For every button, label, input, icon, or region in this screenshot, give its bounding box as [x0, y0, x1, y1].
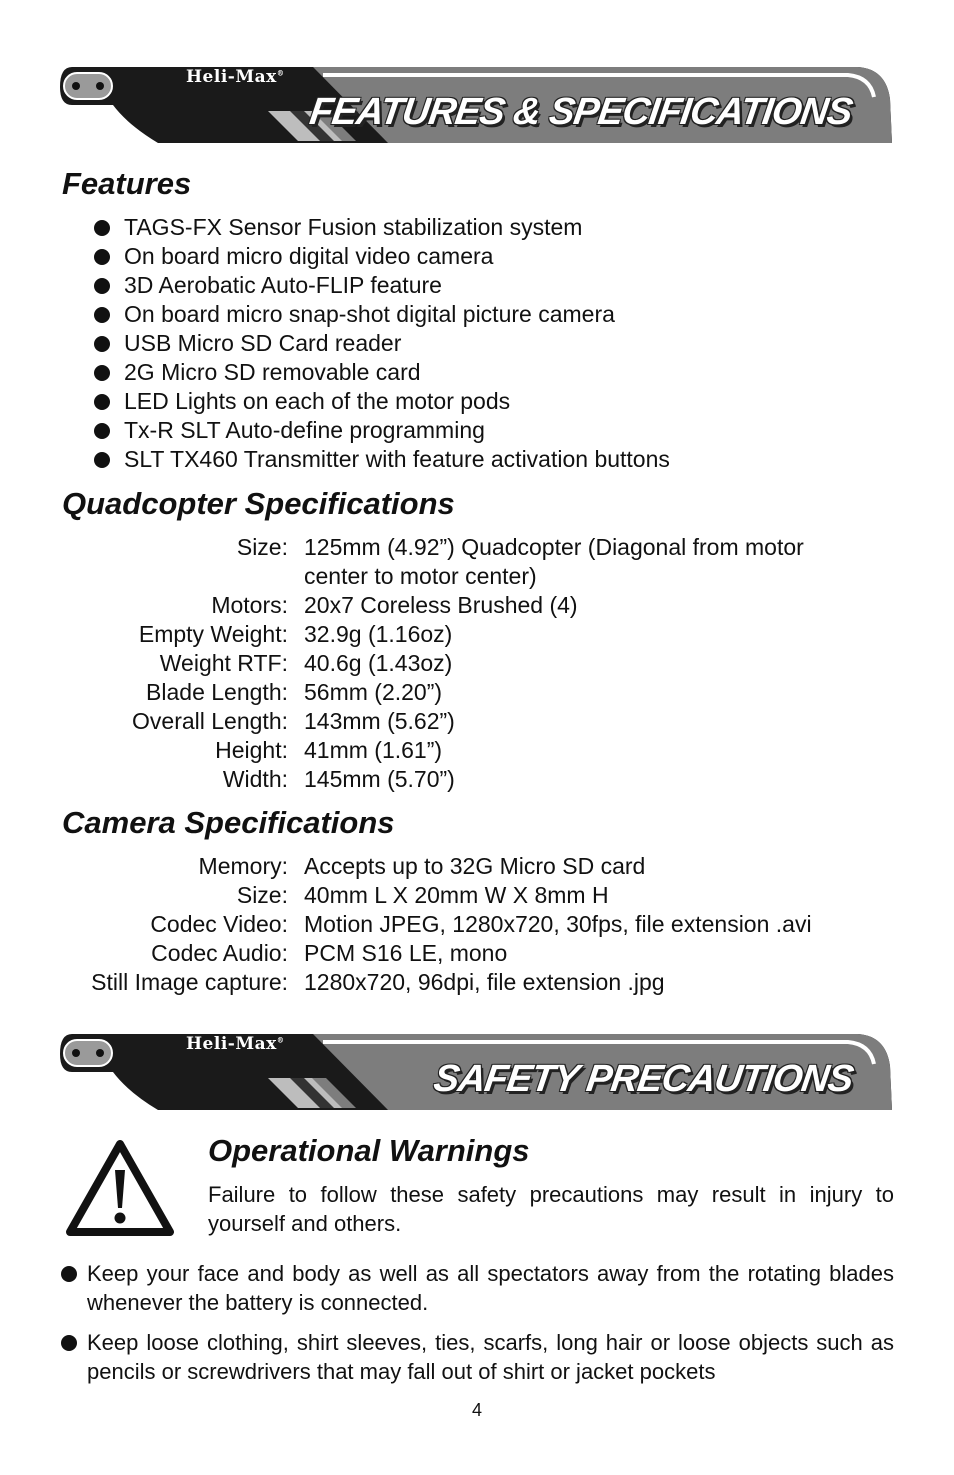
spec-row: Height: 41mm (1.61”) [215, 737, 443, 763]
page-number: 4 [471, 1400, 482, 1420]
spec-row: Size: 125mm (4.92”) Quadcopter (Diagonal from motor center to motor center) [236, 534, 804, 589]
list-item: 2G Micro SD removable card [94, 358, 670, 387]
camera-specs-heading: Camera Specifications [62, 805, 395, 840]
list-item: 3D Aerobatic Auto-FLIP feature [94, 271, 670, 300]
spec-row: Overall Length: 143mm (5.62”) [132, 708, 455, 734]
list-item: Tx-R SLT Auto-define programming [94, 416, 670, 445]
warnings-intro: Failure to follow these safety precautions may result in injury to yourself and others. [208, 1182, 894, 1236]
bullet-icon [94, 220, 110, 236]
list-item: SLT TX460 Transmitter with feature activation buttons [94, 445, 670, 474]
bullet-icon [94, 336, 110, 352]
spec-row: Width: 145mm (5.70”) [222, 766, 455, 792]
features-list [94, 213, 670, 474]
spec-row: Motors: 20x7 Coreless Brushed (4) [211, 592, 578, 618]
operational-warnings-heading: Operational Warnings [208, 1133, 530, 1168]
bullet-icon [94, 365, 110, 381]
quad-specs-heading: Quadcopter Specifications [62, 486, 455, 521]
bullet-icon [94, 278, 110, 294]
camera-specs-table [0, 852, 864, 997]
safety-banner-title: SAFETY PRECAUTIONS [430, 1058, 856, 1100]
quad-specs-table [0, 533, 864, 794]
list-item: On board micro digital video camera [94, 242, 670, 271]
features-banner-title: FEATURES & SPECIFICATIONS [307, 91, 856, 133]
heli-max-logo: Heli-Max® [186, 1034, 285, 1054]
bullet-icon [94, 394, 110, 410]
spec-row: Weight RTF: 40.6g (1.43oz) [159, 650, 453, 676]
list-item: USB Micro SD Card reader [94, 329, 670, 358]
bullet-icon [94, 249, 110, 265]
warning-triangle-icon [64, 1138, 176, 1238]
spec-row: Codec Video: Motion JPEG, 1280x720, 30fps, file extension .avi [150, 911, 812, 937]
spec-row: Still Image capture: 1280x720, 96dpi, file extension .jpg [91, 969, 665, 995]
features-heading: Features [62, 166, 192, 201]
spec-row: Codec Audio: PCM S16 LE, mono [151, 940, 508, 966]
bullet-icon [61, 1266, 77, 1282]
bullet-icon [61, 1335, 77, 1351]
safety-banner [58, 1030, 894, 1112]
bullet-icon [94, 307, 110, 323]
spec-row: Size: 40mm L X 20mm W X 8mm H [236, 882, 609, 908]
spec-row: Memory: Accepts up to 32G Micro SD card [198, 853, 646, 879]
list-item: LED Lights on each of the motor pods [94, 387, 670, 416]
bullet-icon [94, 423, 110, 439]
bullet-icon [94, 452, 110, 468]
spec-row: Empty Weight: 32.9g (1.16oz) [138, 621, 453, 647]
warnings-list [60, 1259, 894, 1397]
heli-max-logo: Heli-Max® [186, 67, 285, 87]
list-item: On board micro snap-shot digital picture camera [94, 300, 670, 329]
spec-row: Blade Length: 56mm (2.20”) [146, 679, 443, 705]
list-item: TAGS-FX Sensor Fusion stabilization system [94, 213, 670, 242]
list-item: Keep your face and body as well as all spectators away from the rotating blades whenever the battery is connected. [60, 1259, 894, 1317]
features-banner [58, 63, 894, 145]
list-item: Keep loose clothing, shirt sleeves, ties, scarfs, long hair or loose objects such as pencils or screwdrivers that may fall out of shirt or jacket pockets [60, 1328, 894, 1386]
